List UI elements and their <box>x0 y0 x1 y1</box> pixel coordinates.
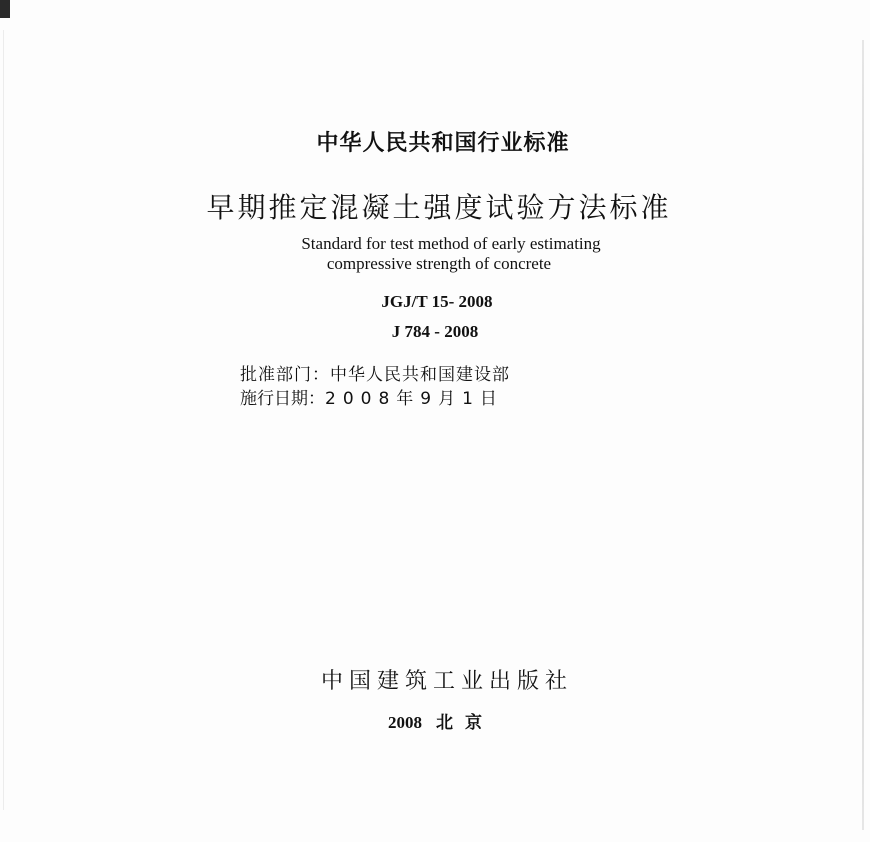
standard-code-secondary: J 784 - 2008 <box>391 322 479 341</box>
standard-title-chinese: 早期推定混凝土强度试验方法标准 <box>206 191 672 224</box>
standard-code-primary: JGJ/T 15- 2008 <box>381 292 493 311</box>
approval-authority <box>240 360 510 385</box>
effective-date <box>240 384 504 409</box>
standard-title-english-line2: compressive strength of concrete <box>326 254 552 273</box>
publisher-name: 中国建筑工业出版社 <box>320 669 573 694</box>
standard-series: 中华人民共和国行业标准 <box>316 131 570 156</box>
publication-year: 2008 <box>388 713 422 732</box>
effective-date-value: 2008年9月1日 <box>325 389 504 409</box>
standard-title-english-line1: Standard for test method of early estimating <box>301 234 601 253</box>
publication-city: 北京 <box>436 713 494 733</box>
publication-year-city <box>0 708 870 733</box>
approval-label: 批准部门： <box>240 365 330 385</box>
scan-artifact-corner <box>0 0 10 18</box>
approval-value: 中华人民共和国建设部 <box>330 365 510 385</box>
effective-date-label: 施行日期： <box>240 389 325 409</box>
